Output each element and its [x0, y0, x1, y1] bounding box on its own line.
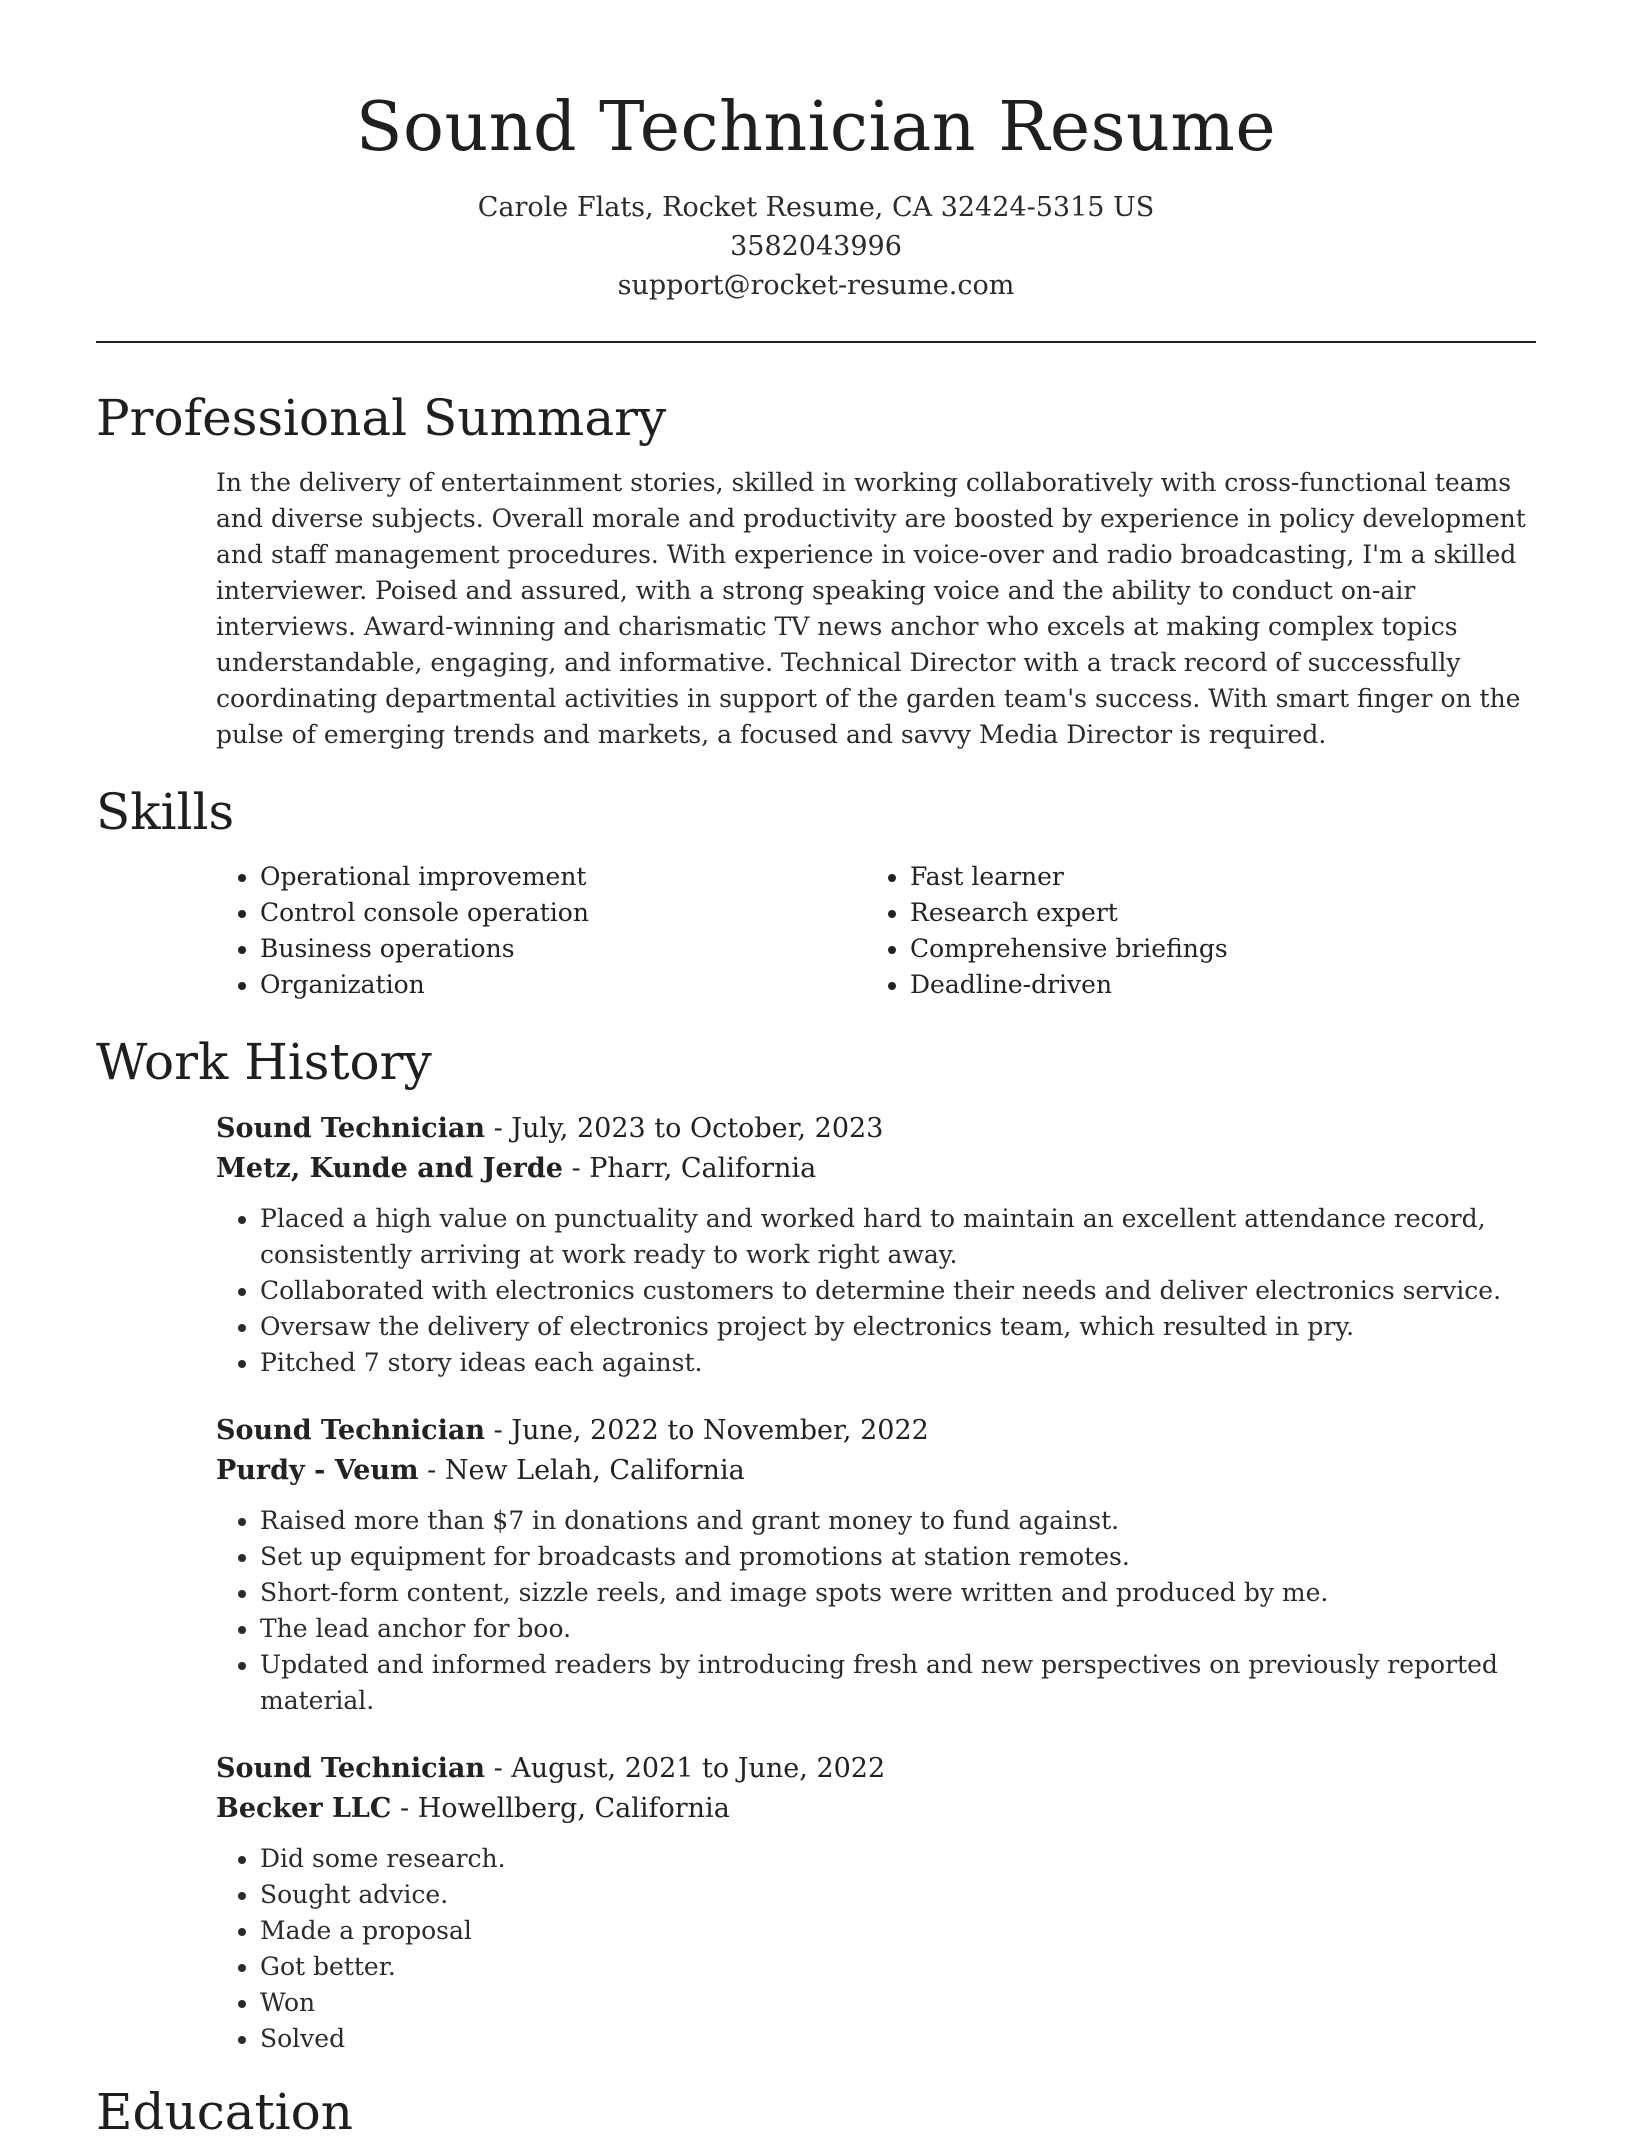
list-item: • Won — [260, 1985, 1536, 2021]
list-item: • Oversaw the delivery of electronics project by electronics team, which resulted in pry. — [260, 1309, 1536, 1345]
job-company-line — [216, 1149, 1536, 1189]
skill-item: • Deadline-driven — [910, 967, 1516, 1003]
contact-email: support@rocket-resume.com — [617, 270, 1015, 301]
contact-address: Carole Flats, Rocket Resume, CA 32424-5315 US — [477, 192, 1155, 223]
contact-block — [96, 188, 1536, 305]
list-item: • Got better. — [260, 1949, 1536, 1985]
job-bullets — [216, 1841, 1536, 2057]
job-company-line — [216, 1789, 1536, 1829]
list-item: • Raised more than $7 in donations and grant money to fund against. — [260, 1503, 1536, 1539]
skill-item: • Business operations — [260, 931, 866, 967]
education-heading: Education — [96, 2083, 353, 2141]
summary-section — [96, 383, 1536, 753]
job-location: - New Lelah, California — [418, 1455, 745, 1486]
job-bullets — [216, 1201, 1536, 1381]
job-location: - Howellberg, California — [391, 1793, 730, 1824]
job-title-line — [216, 1749, 1536, 1789]
job-company: Metz, Kunde and Jerde — [216, 1153, 563, 1184]
job-entry — [216, 1109, 1536, 1381]
skills-columns — [216, 859, 1536, 1003]
job-bullets — [216, 1503, 1536, 1719]
contact-phone: 3582043996 — [730, 231, 902, 262]
list-item: • Solved — [260, 2021, 1536, 2057]
job-title: Sound Technician — [216, 1753, 485, 1784]
job-dates: - August, 2021 to June, 2022 — [485, 1753, 886, 1784]
education-section — [96, 2077, 1536, 2147]
list-item: • Set up equipment for broadcasts and promotions at station remotes. — [260, 1539, 1536, 1575]
list-item: • Sought advice. — [260, 1877, 1536, 1913]
list-item: • Pitched 7 story ideas each against. — [260, 1345, 1536, 1381]
list-item: • Did some research. — [260, 1841, 1536, 1877]
list-item: • Placed a high value on punctuality and worked hard to maintain an excellent attendance record, consistently arriving at work ready to work right away. — [260, 1201, 1536, 1273]
job-entry — [216, 1749, 1536, 2057]
skill-item: • Research expert — [910, 895, 1516, 931]
page-title: Sound Technician Resume — [355, 88, 1277, 167]
job-title: Sound Technician — [216, 1113, 485, 1144]
header-divider — [96, 341, 1536, 343]
list-item: • Short-form content, sizzle reels, and image spots were written and produced by me. — [260, 1575, 1536, 1611]
skill-item: • Operational improvement — [260, 859, 866, 895]
job-company: Purdy - Veum — [216, 1455, 419, 1486]
job-company: Becker LLC — [216, 1793, 392, 1824]
job-entry — [216, 1411, 1536, 1719]
list-item: • The lead anchor for boo. — [260, 1611, 1536, 1647]
work-history-heading: Work History — [96, 1033, 432, 1091]
resume-header — [96, 0, 1536, 305]
skills-heading: Skills — [96, 783, 235, 841]
skill-item: • Fast learner — [910, 859, 1516, 895]
list-item: • Updated and informed readers by introducing fresh and new perspectives on previously reported material. — [260, 1647, 1536, 1719]
list-item: • Made a proposal — [260, 1913, 1536, 1949]
list-item: • Collaborated with electronics customers to determine their needs and deliver electronics service. — [260, 1273, 1536, 1309]
job-title-line — [216, 1109, 1536, 1149]
job-location: - Pharr, California — [562, 1153, 817, 1184]
job-company-line — [216, 1451, 1536, 1491]
job-title: Sound Technician — [216, 1415, 485, 1446]
work-history-section — [96, 1027, 1536, 2057]
skills-list-right — [866, 859, 1516, 1003]
job-dates: - June, 2022 to November, 2022 — [485, 1415, 929, 1446]
skills-list-left — [216, 859, 866, 1003]
skill-item: • Organization — [260, 967, 866, 1003]
job-dates: - July, 2023 to October, 2023 — [485, 1113, 884, 1144]
skill-item: • Comprehensive briefings — [910, 931, 1516, 967]
summary-text: In the delivery of entertainment stories, skilled in working collaboratively with cross-functional teams and diverse subjects. Overall morale and productivity are boosted by experience in policy development and staff management procedures. With experience in voice-over and radio broadcasting, I'm a skilled interviewer. Poised and assured, with a strong speaking voice and the ability to conduct on-air interviews. Award-winning and charismatic TV news anchor who excels at making complex topics understandable, engaging, and informative. Technical Director with a track record of successfully coordinating departmental activities in support of the garden team's success. With smart finger on the pulse of emerging trends and markets, a focused and savvy Media Director is required. — [216, 468, 1526, 749]
skill-item: • Control console operation — [260, 895, 866, 931]
summary-heading: Professional Summary — [96, 389, 667, 447]
skills-section — [96, 777, 1536, 1003]
job-title-line — [216, 1411, 1536, 1451]
